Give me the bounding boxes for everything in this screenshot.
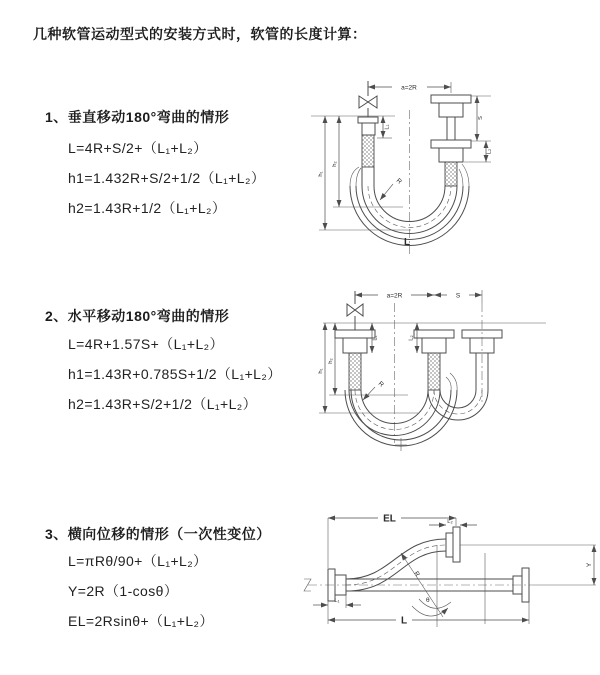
radius-label: R [376, 380, 385, 389]
dim-s [471, 96, 491, 141]
dim-l1 [311, 116, 395, 138]
middle-flange [414, 330, 454, 353]
dim-l1-label: L₁ [384, 124, 391, 130]
section-2-formula-L: L=4R+1.57S+（L₁+L₂） [68, 336, 224, 352]
dim-h1-label: h₁ [318, 171, 324, 177]
middle-braid-hose [428, 353, 440, 390]
dim-h1 [318, 116, 411, 230]
dim-l2 [429, 519, 477, 525]
dim-s-label: S [478, 116, 484, 120]
section-1-formula-h2: h2=1.43R+1/2（L₁+L₂） [68, 200, 227, 216]
section-3-heading: 3、横向位移的情形（一次性变位） [45, 526, 271, 542]
dim-s-label: S [455, 292, 461, 300]
diagram-lateral-displacement [300, 505, 600, 655]
dim-l2 [464, 141, 493, 162]
left-flange [335, 330, 375, 353]
dim-l1-label: L₁ [372, 335, 379, 341]
section-1-formula-h1: h1=1.432R+S/2+1/2（L₁+L₂） [68, 170, 266, 186]
radius-label: R [394, 177, 403, 186]
dim-l2-label: L₂ [408, 335, 415, 341]
dim-a2r [368, 82, 451, 93]
section-2-heading: 2、水平移动180°弯曲的情形 [45, 308, 230, 324]
hose-displaced-position [346, 539, 446, 591]
radius-label: R [412, 570, 421, 579]
dim-a2r [355, 293, 434, 300]
section-2-formula-h2: h2=1.43R+S/2+1/2（L₁+L₂） [68, 396, 258, 412]
dim-h1 [318, 323, 418, 413]
dim-a2r-label: a=2R [386, 292, 403, 300]
radius-callout [380, 177, 403, 200]
section-3-formula-L: L=πRθ/90+（L₁+L₂） [68, 553, 208, 569]
section-1-heading: 1、垂直移动180°弯曲的情形 [45, 109, 230, 125]
dim-a2r-label: a=2R [401, 84, 417, 92]
valve-icon [359, 81, 377, 117]
upper-flange [446, 527, 460, 562]
dim-l1-label: L₁ [334, 598, 340, 604]
dim-h2-label: h₂ [328, 358, 334, 364]
dim-el-label: EL [383, 513, 396, 525]
angle-label: θ [426, 597, 430, 604]
diagram-vertical-180-bend [303, 72, 593, 257]
dim-l2-label: L₂ [486, 148, 493, 155]
radius-callout [363, 380, 385, 400]
diagram-horizontal-180-bend [313, 283, 598, 453]
dim-s [434, 290, 482, 303]
dim-h2 [328, 323, 408, 395]
valve-icon [347, 291, 363, 330]
dim-h2-label: h₂ [332, 161, 338, 167]
dim-l1 [313, 595, 361, 608]
left-braid-hose [362, 135, 374, 167]
dim-h1-label: h₁ [318, 368, 324, 374]
page-title: 几种软管运动型式的安装方式时，软管的长度计算： [33, 26, 367, 42]
dim-l2-label: L₂ [447, 519, 453, 525]
section-2-formula-h1: h1=1.43R+0.785S+1/2（L₁+L₂） [68, 366, 282, 382]
right-flange-lower [431, 140, 471, 162]
hose-u-bend-right [428, 390, 488, 420]
dim-y-label: Y [586, 562, 593, 568]
right-flange-upper [431, 95, 471, 117]
right-braid-hose [445, 162, 457, 186]
length-label: L [404, 237, 411, 248]
section-1-formula-L: L=4R+S/2+（L₁+L₂） [68, 140, 208, 156]
section-3-formula-Y: Y=2R（1-cosθ） [68, 583, 179, 599]
section-3-formula-EL: EL=2Rsinθ+（L₁+L₂） [68, 613, 214, 629]
dim-l-label: L [400, 615, 408, 627]
dim-l1 [372, 323, 379, 353]
left-flange [358, 117, 378, 135]
left-braid-hose [349, 353, 361, 390]
